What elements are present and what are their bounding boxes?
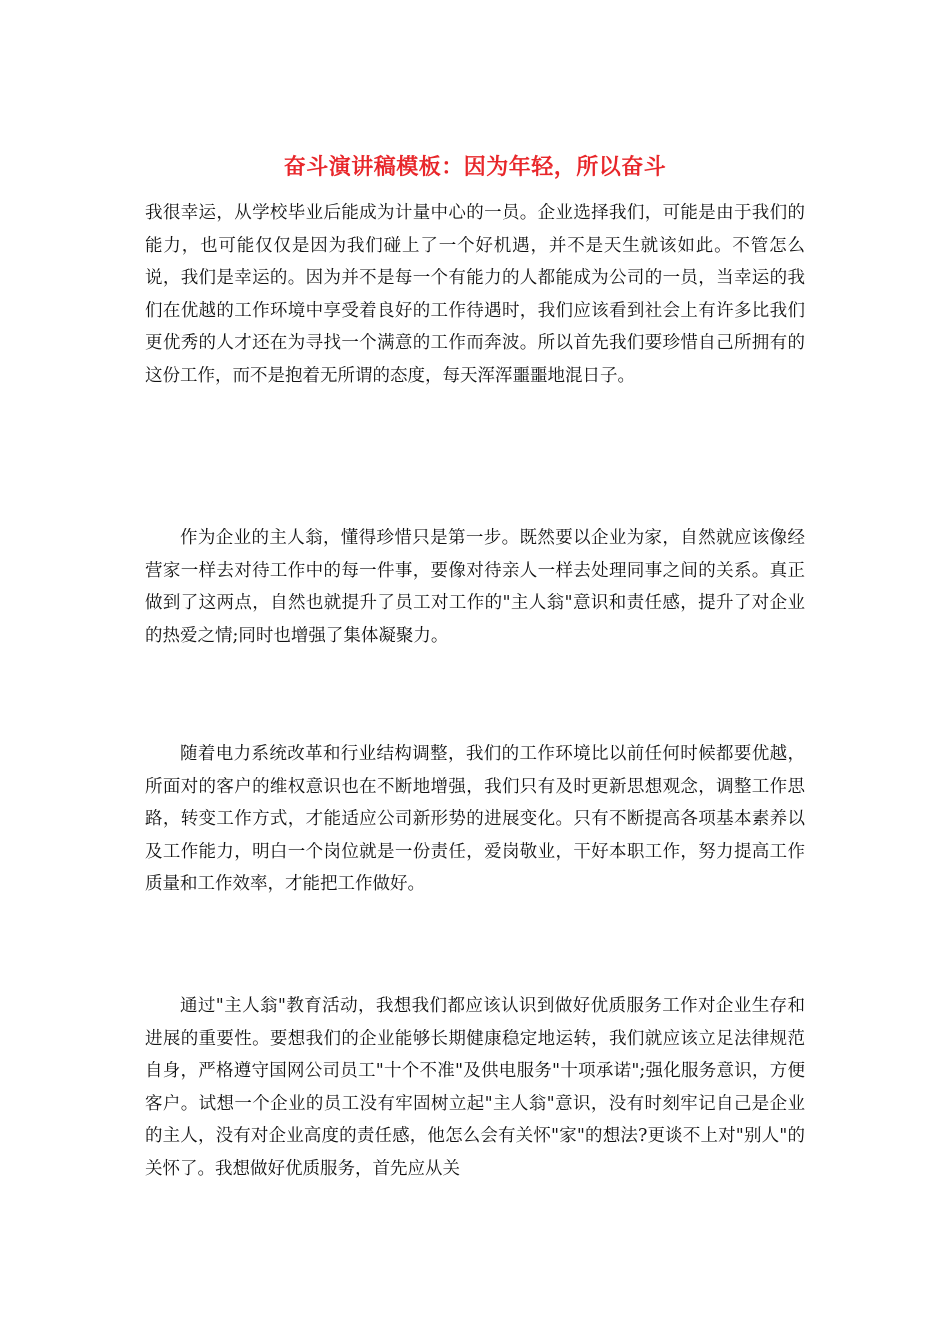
paragraph-3: 随着电力系统改革和行业结构调整，我们的工作环境比以前任何时候都要优越，所面对的客户的维权意识也在不断地增强，我们只有及时更新思想观念，调整工作思路，转变工作方式，才能适应公司新形势的进展变化。只有不断提高各项基本素养以及工作能力，明白一个岗位就是一份责任，爱岗敬业，干好本职工作，努力提高工作质量和工作效率，才能把工作做好。 [145,744,805,894]
page-title: 奋斗演讲稿模板：因为年轻，所以奋斗 [283,155,667,180]
paragraph-1: 我很幸运，从学校毕业后能成为计量中心的一员。企业选择我们，可能是由于我们的能力，也可能仅仅是因为我们碰上了一个好机遇，并不是天生就该如此。不管怎么说，我们是幸运的。因为并不是每一个有能力的人都能成为公司的一员，当幸运的我们在优越的工作环境中享受着良好的工作待遇时，我们应该看到社会上有许多比我们更优秀的人才还在为寻找一个满意的工作而奔波。所以首先我们要珍惜自己所拥有的这份工作，而不是抱着无所谓的态度，每天浑浑噩噩地混日子。 [145,203,805,386]
paragraph-2: 作为企业的主人翁，懂得珍惜只是第一步。既然要以企业为家，自然就应该像经营家一样去对待工作中的每一件事，要像对待亲人一样去处理同事之间的关系。真正做到了这两点，自然也就提升了员工对工作的"主人翁"意识和责任感，提升了对企业的热爱之情;同时也增强了集体凝聚力。 [145,528,805,646]
paragraph-4: 通过"主人翁"教育活动，我想我们都应该认识到做好优质服务工作对企业生存和进展的重要性。要想我们的企业能够长期健康稳定地运转，我们就应该立足法律规范自身，严格遵守国网公司员工"十个不准"及供电服务"十项承诺";强化服务意识，方便客户。试想一个企业的员工没有牢固树立起"主人翁"意识，没有时刻牢记自己是企业的主人，没有对企业高度的责任感，他怎么会有关怀"家"的想法?更谈不上对"别人"的关怀了。我想做好优质服务，首先应从关 [145,996,805,1179]
